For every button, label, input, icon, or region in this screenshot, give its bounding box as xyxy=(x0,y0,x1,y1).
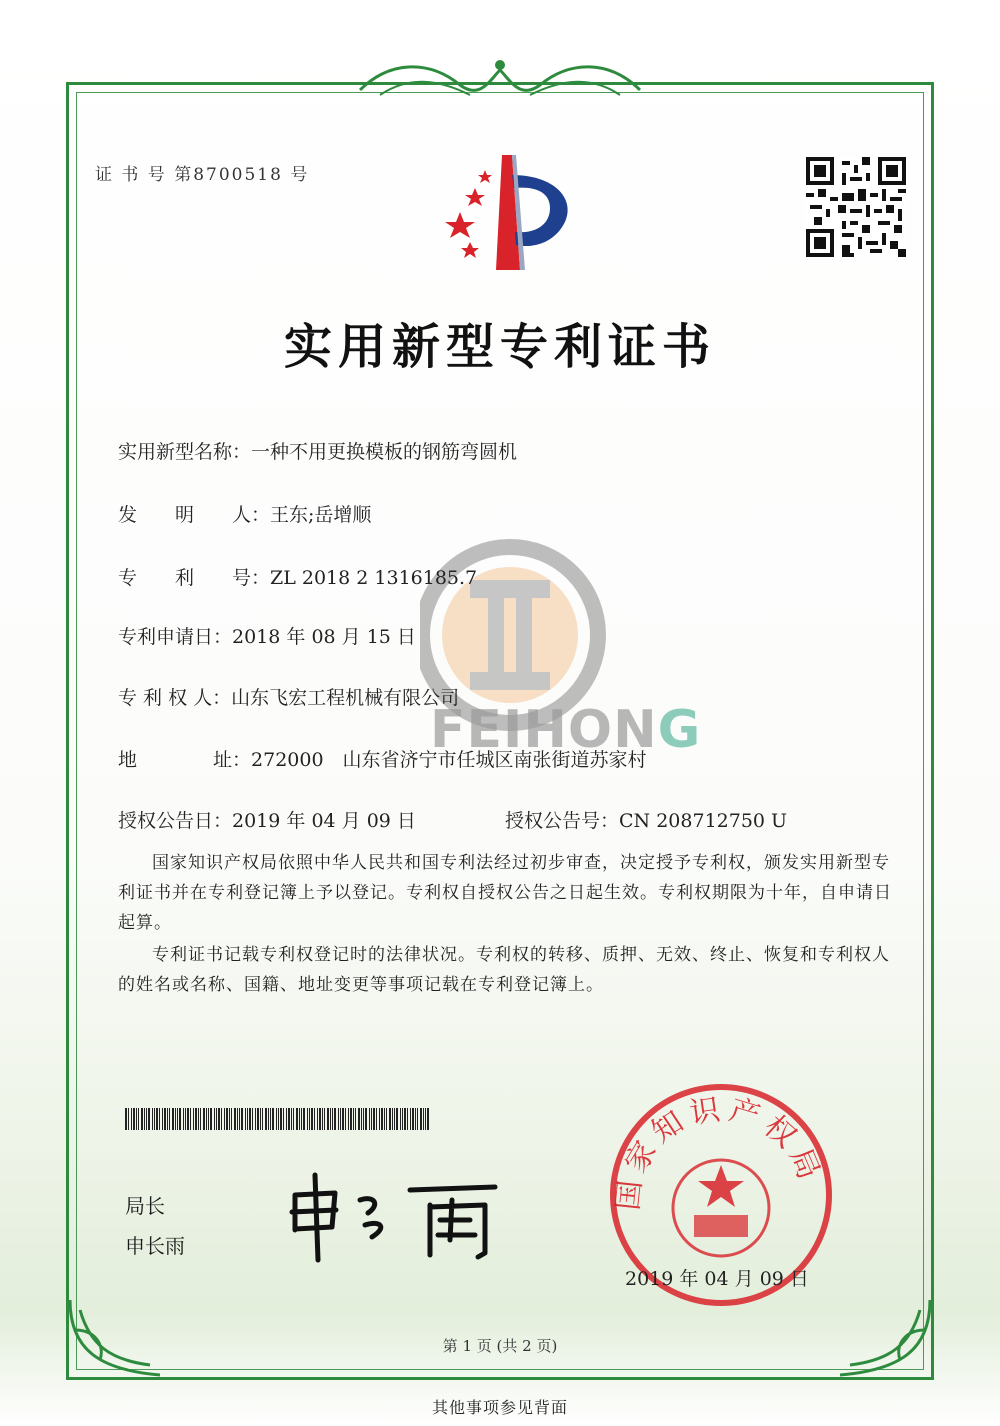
field-address xyxy=(118,745,647,772)
field-value: 山东飞宏工程机械有限公司 xyxy=(231,687,460,709)
field-label: 授权公告号： xyxy=(505,810,620,832)
watermark-text-last: G xyxy=(657,700,702,760)
field-label: 专 利 权 人： xyxy=(118,687,232,709)
field-value: CN 208712750 U xyxy=(619,810,788,832)
field-label: 专利申请日： xyxy=(118,626,233,648)
field-value: 272000 山东省济宁市任城区南张街道苏家村 xyxy=(251,749,647,771)
field-value: 一种不用更换模板的钢筋弯圆机 xyxy=(251,441,518,463)
seal-text: 国家知识产权局 xyxy=(610,1091,829,1213)
qr-code xyxy=(806,157,906,257)
page-number: 第 1 页 (共 2 页) xyxy=(442,1337,558,1355)
field-value: 王东;岳增顺 xyxy=(270,504,372,526)
field-utility-model-name xyxy=(118,437,517,464)
certificate-title: 实用新型专利证书 xyxy=(283,319,716,375)
field-application-date xyxy=(118,622,416,649)
field-grant-date xyxy=(118,806,416,833)
paragraph-grant-statement: 国家知识产权局依照中华人民共和国专利法经过初步审查，决定授予专利权，颁发实用新型专利证书并在专利登记簿上予以登记。专利权自授权公告之日起生效。专利权期限为十年，自申请日起算。 xyxy=(118,853,892,933)
director-name: 申长雨 xyxy=(125,1234,185,1258)
field-value: 2018 年 08 月 15 日 xyxy=(232,626,416,648)
certificate-number: 证 书 号 第8700518 号 xyxy=(95,165,310,185)
field-value: ZL 2018 2 1316185.7 xyxy=(270,567,478,589)
director-signature xyxy=(280,1165,510,1265)
field-label: 发 明 人： xyxy=(118,504,271,526)
seal-date: 2019 年 04 月 09 日 xyxy=(625,1268,809,1290)
field-label: 专 利 号： xyxy=(118,567,271,589)
field-label: 实用新型名称： xyxy=(118,441,252,463)
field-value: 2019 年 04 月 09 日 xyxy=(232,810,416,832)
field-patent-number xyxy=(118,563,477,590)
paragraph-legal-status: 专利证书记载专利权登记时的法律状况。专利权的转移、质押、无效、终止、恢复和专利权人的姓名或名称、国籍、地址变更等事项记载在专利登记簿上。 xyxy=(118,945,890,995)
field-patentee xyxy=(118,683,459,710)
patent-office-logo xyxy=(430,150,590,275)
barcode xyxy=(125,1108,430,1130)
director-role: 局长 xyxy=(125,1194,165,1218)
field-grant-number xyxy=(505,806,787,833)
field-label: 授权公告日： xyxy=(118,810,233,832)
watermark-text-main: FEIHON xyxy=(430,700,658,760)
back-note: 其他事项参见背面 xyxy=(431,1398,568,1417)
field-inventor xyxy=(118,500,371,527)
field-label: 地 址： xyxy=(118,749,252,771)
top-ornament xyxy=(350,50,650,110)
